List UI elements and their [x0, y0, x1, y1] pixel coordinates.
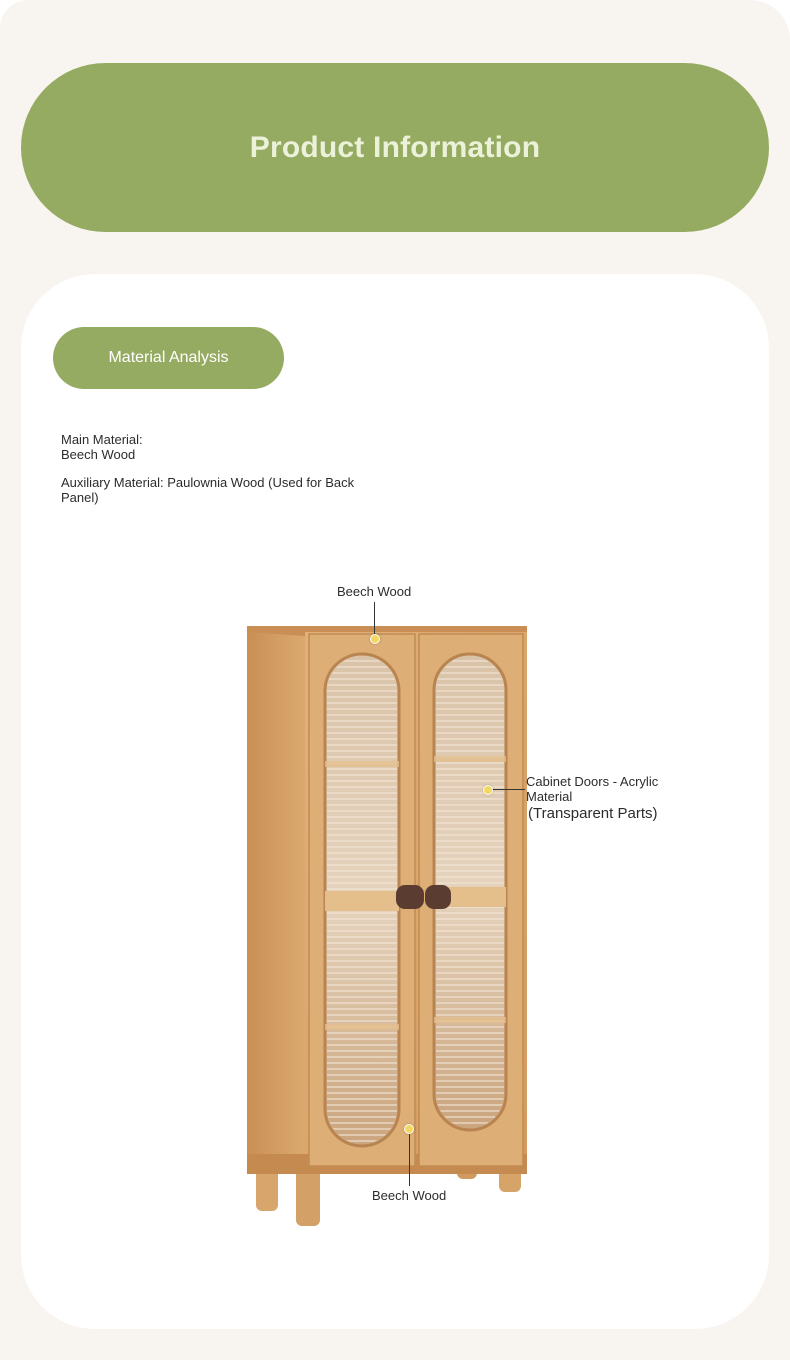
callout-bottom-label: Beech Wood: [372, 1188, 447, 1203]
callout-right-line1: Cabinet Doors - Acrylic Material: [526, 774, 659, 804]
cabinet-side-panel: [247, 629, 305, 1174]
middle-rail: [325, 891, 399, 911]
page-title: Product Information: [249, 130, 541, 164]
shelf: [325, 761, 399, 767]
callout-top-label: Beech Wood: [337, 584, 412, 599]
shelf: [325, 1024, 399, 1030]
callout-right-label: [526, 774, 706, 823]
callout-right-leader: [489, 789, 525, 790]
main-material-label: Main Material:: [61, 432, 143, 447]
door-handle: [425, 885, 451, 909]
section-badge-label: Material Analysis: [108, 349, 229, 366]
callout-top-marker: [370, 634, 380, 644]
callout-bottom-marker: [404, 1124, 414, 1134]
material-card: [21, 274, 769, 1329]
callout-right-line2: (Transparent Parts): [528, 805, 658, 822]
callout-top-leader: [374, 602, 375, 634]
auxiliary-material-text: Auxiliary Material: Paulownia Wood (Used for Back Panel): [61, 475, 355, 505]
main-material-value: Beech Wood: [61, 447, 136, 462]
shelf: [434, 756, 506, 762]
callout-right-marker: [483, 785, 493, 795]
shelf: [434, 1017, 506, 1023]
callout-bottom-leader: [409, 1134, 410, 1186]
header-banner: [21, 63, 769, 232]
door-handle: [396, 885, 424, 909]
